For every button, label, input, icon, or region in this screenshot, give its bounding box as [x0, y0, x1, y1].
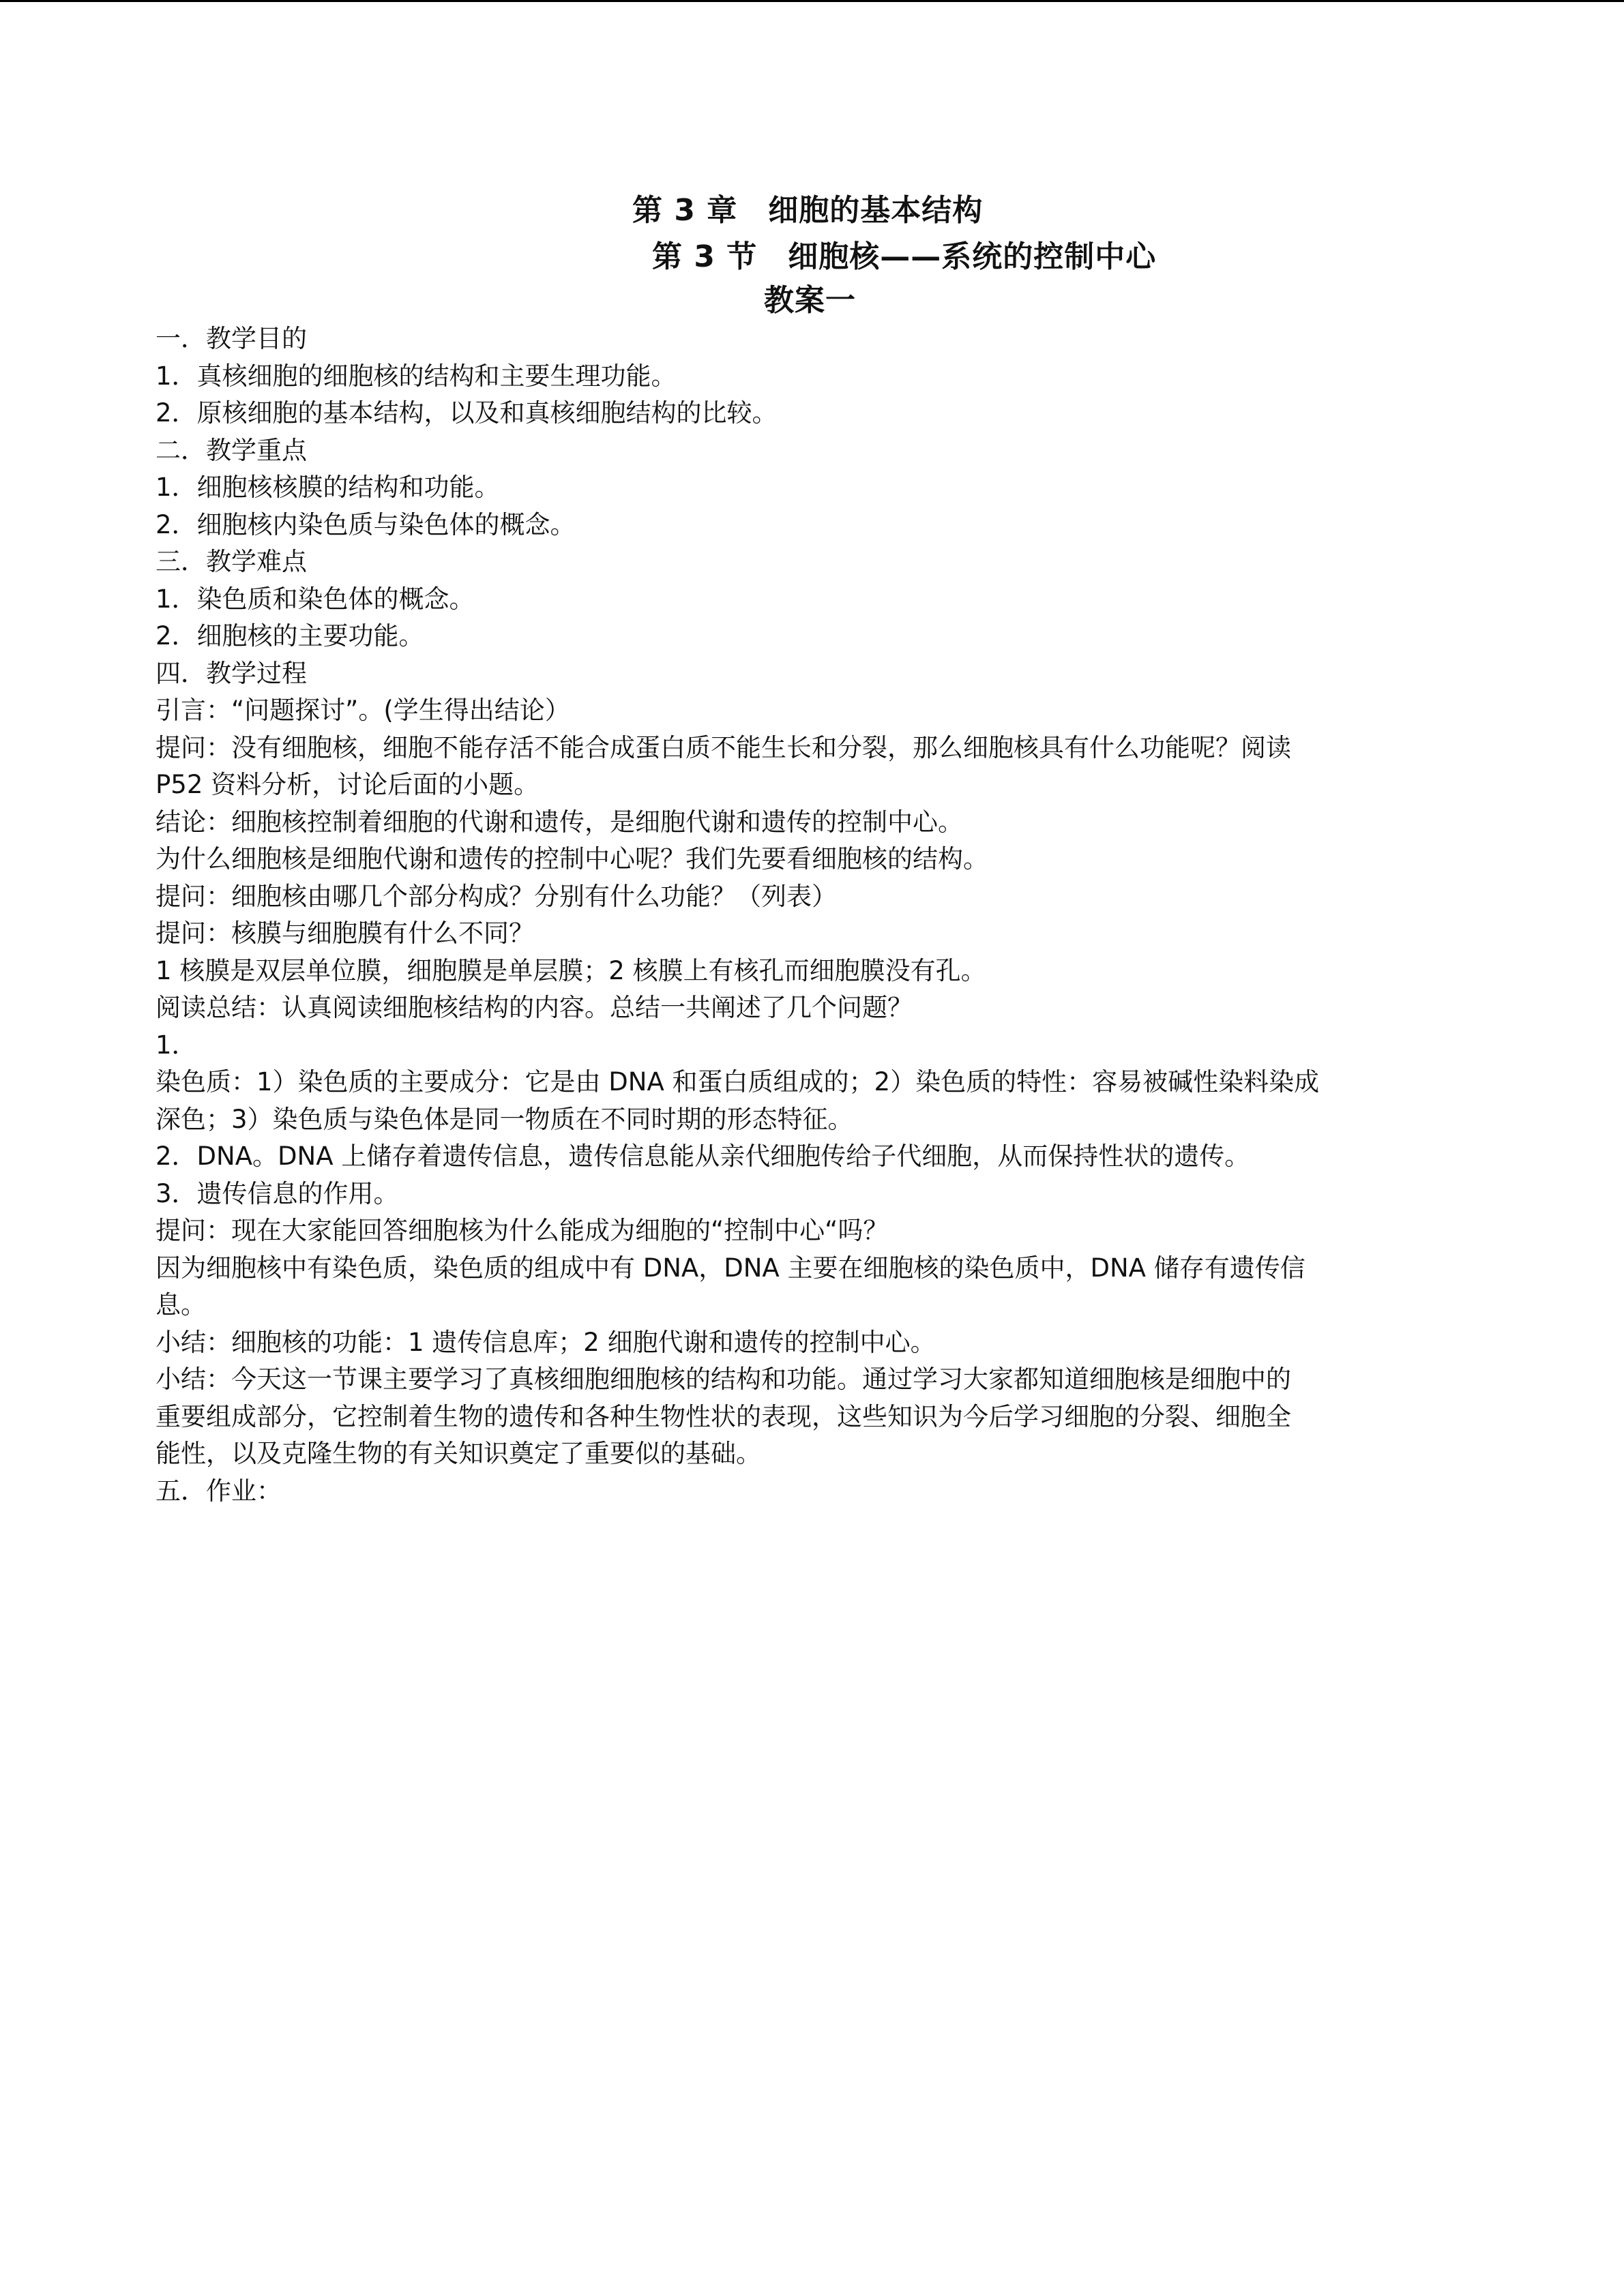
- paragraph-line: 3．遗传信息的作用。: [156, 1178, 399, 1208]
- heading-difficult-points: 三．教学难点: [156, 547, 307, 576]
- paragraph-line: 因为细胞核中有染色质，染色质的组成中有 DNA，DNA 主要在细胞核的染色质中，DNA 储存有遗传信: [156, 1253, 1305, 1283]
- paragraph-line: 提问：现在大家能回答细胞核为什么能成为细胞的“控制中心“吗？: [156, 1216, 889, 1245]
- paragraph-line: 能性，以及克隆生物的有关知识奠定了重要似的基础。: [156, 1439, 761, 1468]
- objective-item: 2．原核细胞的基本结构，以及和真核细胞结构的比较。: [156, 398, 778, 428]
- heading-homework: 五．作业：: [156, 1476, 282, 1506]
- heading-teaching-process: 四．教学过程: [156, 658, 307, 688]
- key-point-item: 2．细胞核内染色质与染色体的概念。: [156, 509, 576, 539]
- objective-item: 1．真核细胞的细胞核的结构和主要生理功能。: [156, 361, 677, 391]
- paragraph-line: 结论：细胞核控制着细胞的代谢和遗传，是细胞代谢和遗传的控制中心。: [156, 807, 963, 837]
- key-point-item: 1．细胞核核膜的结构和功能。: [156, 473, 500, 502]
- paragraph-line: 提问：细胞核由哪几个部分构成？分别有什么功能？（列表）: [156, 881, 837, 911]
- chapter-title: 第 3 章 细胞的基本结构: [632, 193, 984, 228]
- paragraph-line: 1．: [156, 1030, 197, 1060]
- paragraph-line: 1 核膜是双层单位膜，细胞膜是单层膜；2 核膜上有核孔而细胞膜没有孔。: [156, 955, 986, 985]
- difficult-point-item: 1．染色质和染色体的概念。: [156, 584, 475, 614]
- difficult-point-item: 2．细胞核的主要功能。: [156, 621, 424, 651]
- paragraph-line: 引言：“问题探讨”。(学生得出结论）: [156, 696, 570, 725]
- paragraph-line: 重要组成部分，它控制着生物的遗传和各种生物性状的表现，这些知识为今后学习细胞的分裂、细胞全: [156, 1401, 1291, 1431]
- paragraph-line: 深色；3）染色质与染色体是同一物质在不同时期的形态特征。: [156, 1104, 853, 1134]
- lesson-title: 教案一: [764, 283, 856, 318]
- heading-teaching-objectives: 一．教学目的: [156, 324, 307, 353]
- paragraph-line: 2．DNA。DNA 上储存着遗传信息，遗传信息能从亲代细胞传给子代细胞，从而保持性状的遗传。: [156, 1142, 1250, 1171]
- paragraph-line: 息。: [156, 1290, 206, 1320]
- lesson-plan-body: [156, 320, 1465, 1510]
- paragraph-line: 小结：细胞核的功能：1 遗传信息库；2 细胞代谢和遗传的控制中心。: [156, 1327, 936, 1357]
- paragraph-line: 染色质：1）染色质的主要成分：它是由 DNA 和蛋白质组成的；2）染色质的特性：容易被碱性染料染成: [156, 1067, 1320, 1097]
- section-title: 第 3 节 细胞核——系统的控制中心: [652, 239, 1157, 274]
- paragraph-line: 小结：今天这一节课主要学习了真核细胞细胞核的结构和功能。通过学习大家都知道细胞核是细胞中的: [156, 1365, 1291, 1394]
- paragraph-line: 提问：核膜与细胞膜有什么不同？: [156, 919, 534, 948]
- paragraph-line: 为什么细胞核是细胞代谢和遗传的控制中心呢？我们先要看细胞核的结构。: [156, 844, 988, 874]
- page-top-border: [0, 0, 1624, 2]
- heading-key-points: 二．教学重点: [156, 435, 307, 465]
- paragraph-line: 提问：没有细胞核，细胞不能存活不能合成蛋白质不能生长和分裂，那么细胞核具有什么功能呢？阅读: [156, 732, 1291, 762]
- paragraph-line: P52 资料分析，讨论后面的小题。: [156, 770, 540, 799]
- paragraph-line: 阅读总结：认真阅读细胞核结构的内容。总结一共阐述了几个问题？: [156, 993, 913, 1022]
